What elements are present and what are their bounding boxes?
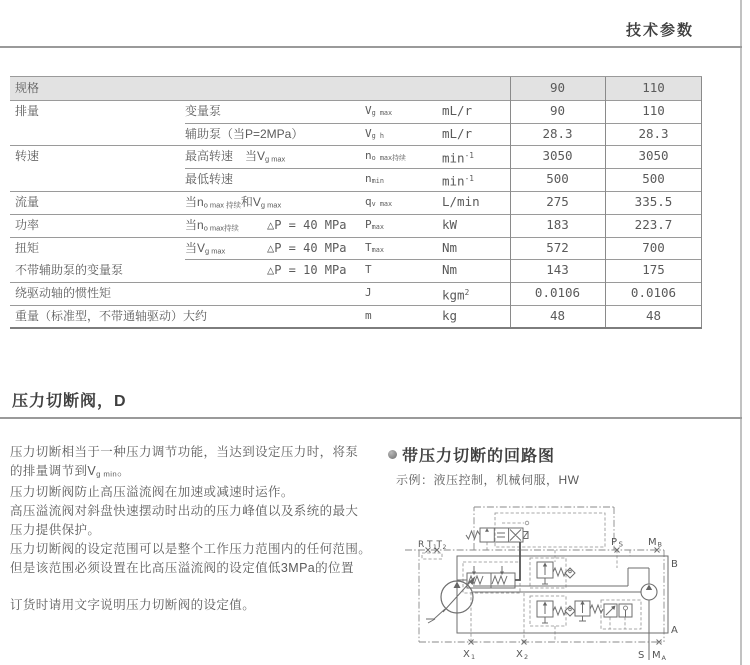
- header-value-110: 110: [642, 80, 665, 95]
- cell-value-110: 3050: [638, 148, 669, 164]
- cell-symbol: T: [365, 263, 372, 277]
- circuit-heading: [388, 443, 555, 466]
- circuit-subtitle: 示例：液压控制，机械伺服，HW: [396, 473, 580, 487]
- cell-unit: kg: [442, 307, 458, 323]
- spec-table: [10, 77, 702, 328]
- table-vline-2: [605, 77, 606, 328]
- cell-value-90: 90: [549, 102, 566, 118]
- port-label-t1: T: [427, 540, 433, 550]
- table-row: [10, 123, 702, 146]
- table-row: [10, 237, 702, 260]
- cell-condition: 最低转速: [185, 172, 234, 187]
- cell-condition: 最高转速 当Vg max: [185, 149, 286, 164]
- port-label-b: B: [671, 559, 678, 570]
- port-label-ps: P: [611, 537, 618, 548]
- cell-category: 绕驱动轴的惯性矩: [15, 286, 112, 301]
- table-row: [10, 259, 702, 282]
- port-label-x2: X: [516, 649, 523, 660]
- cell-value-90: 28.3: [542, 125, 573, 141]
- port-label-a: A: [671, 625, 678, 636]
- body-line: 压力切断阀防止高压溢流阀在加速或减速时运作。: [10, 485, 294, 500]
- cell-value-90: 3050: [542, 148, 573, 164]
- order-note-line: 订货时请用文字说明压力切断阀的设定值。: [10, 598, 256, 613]
- cell-symbol: J: [365, 286, 372, 300]
- section-rule: [0, 417, 742, 419]
- hydraulic-circuit-diagram: [398, 500, 708, 665]
- cell-condition: 当no max持续: [185, 217, 239, 233]
- cell-symbol: no max持续: [365, 149, 406, 163]
- cell-value-110: 0.0106: [630, 285, 677, 301]
- cell-condition: 变量泵: [185, 103, 222, 118]
- table-vline-right: [701, 77, 702, 328]
- bullet-icon: [388, 450, 397, 459]
- cell-unit: $\min^{-1}$: [442, 173, 474, 189]
- cell-unit: mL/r: [442, 125, 473, 141]
- cell-symbol: Pmax: [365, 217, 384, 231]
- cell-value-110: 335.5: [634, 193, 673, 209]
- cell-value-110: 110: [642, 102, 665, 118]
- cell-condition: 当no max 持续和Vg max: [185, 194, 282, 210]
- cell-category: 扭矩: [15, 240, 40, 255]
- table-row: [10, 145, 702, 168]
- table-row: [10, 168, 702, 191]
- cell-value-110: 500: [642, 171, 665, 187]
- table-vline-1: [510, 77, 511, 328]
- cell-delta-p: △P = 40 MPa: [267, 240, 347, 255]
- cell-symbol: Vg max: [365, 103, 393, 118]
- cell-value-110: 48: [645, 307, 662, 323]
- valve-dot-2: [569, 608, 572, 611]
- body-line: 压力切断相当于一种压力调节功能，当达到设定压力时，将泵: [10, 445, 359, 459]
- section-body-text: [10, 443, 388, 615]
- table-row: [10, 305, 702, 328]
- cell-category: 转速: [15, 149, 40, 164]
- cell-unit: Nm: [442, 262, 458, 278]
- cell-category: 重量（标准型，不带通轴驱动）大约: [15, 308, 208, 323]
- valve-dot-1: [569, 570, 572, 573]
- table-header-row: [10, 77, 702, 100]
- table-row: [10, 100, 702, 123]
- cell-delta-p: △P = 40 MPa: [267, 217, 347, 232]
- header-spec: 规格: [15, 81, 40, 95]
- circuit-title: 带压力切断的回路图: [402, 448, 556, 465]
- cell-value-90: 48: [549, 307, 566, 323]
- table-row: [10, 191, 702, 214]
- body-line: 压力切断阀的设定范围可以是整个工作压力范围内的任何范围。: [10, 542, 372, 557]
- cell-value-110: 28.3: [638, 125, 669, 141]
- title-rule: [0, 46, 742, 48]
- page-border: [740, 0, 742, 665]
- port-label-r: R: [418, 540, 425, 550]
- cell-unit: kW: [442, 216, 458, 232]
- port-label-mb-sub: B: [657, 540, 662, 549]
- cell-condition: 辅助泵（当P=2MPa）: [185, 126, 304, 141]
- cell-unit: L/min: [442, 193, 480, 209]
- cell-unit: Nm: [442, 239, 458, 255]
- cell-value-90: 0.0106: [534, 285, 581, 301]
- cell-delta-p: △P = 10 MPa: [267, 263, 347, 278]
- port-label-ma: M: [652, 650, 661, 661]
- cell-condition: 当Vg max: [185, 240, 226, 255]
- pilot-feed-line: [515, 542, 520, 580]
- cell-unit: $\min^{-1}$: [442, 150, 474, 166]
- port-label-ma-sub: A: [661, 654, 666, 662]
- cell-value-90: 143: [546, 262, 569, 278]
- port-label-s: S: [638, 650, 645, 661]
- cell-value-90: 275: [546, 193, 569, 209]
- cell-value-110: 700: [642, 239, 665, 255]
- cell-symbol: qv max: [365, 194, 393, 209]
- port-label-mb: M: [648, 537, 657, 548]
- cell-value-110: 223.7: [634, 216, 673, 232]
- circuit-solid-lines: [426, 528, 669, 660]
- body-line: 高压溢流阀对斜盘快速摆动时出动的压力峰值以及系统的最大: [10, 504, 359, 519]
- port-label-t2: T: [436, 540, 442, 550]
- table-row: [10, 282, 702, 305]
- cell-category: 排量: [15, 103, 40, 118]
- body-line: 但是该范围必须设置在比高压溢流阀的设定值低3MPa的位置: [10, 561, 354, 576]
- table-rows: [10, 100, 702, 328]
- body-line: 的排量调节到Vg min。: [10, 464, 130, 479]
- body-line: 压力提供保护。: [10, 523, 101, 538]
- cell-value-90: 572: [546, 239, 569, 255]
- page-title: 技术参数: [625, 22, 694, 39]
- enclosure-dashdot: [405, 507, 664, 642]
- cell-symbol: m: [365, 308, 372, 322]
- pilot-dashed-lines: [422, 513, 641, 642]
- orifice-icon: [525, 521, 529, 525]
- cell-value-90: 183: [546, 216, 569, 232]
- port-label-t1-sub: 1: [433, 544, 437, 551]
- table-row: [10, 214, 702, 237]
- cell-value-90: 500: [546, 171, 569, 187]
- cell-symbol: nmin: [365, 172, 384, 186]
- header-value-90: 90: [549, 80, 566, 95]
- cell-symbol: Vg h: [365, 126, 384, 140]
- cell-category: 不带辅助泵的变量泵: [15, 263, 124, 278]
- port-label-t2-sub: 2: [442, 544, 447, 551]
- cell-category: 功率: [15, 217, 40, 232]
- port-label-ps-sub: S: [618, 540, 623, 549]
- port-label-x1: X: [463, 649, 470, 660]
- cell-unit: mL/r: [442, 102, 473, 118]
- cell-unit: kgm$^2$: [442, 287, 470, 303]
- section-title: 压力切断阀，D: [12, 393, 127, 410]
- table-bottom-border: [10, 327, 702, 329]
- port-label-x1-sub: 1: [471, 653, 476, 661]
- cell-category: 流量: [15, 194, 40, 209]
- valve-dot-3: [624, 606, 628, 610]
- cell-symbol: Tmax: [365, 240, 384, 254]
- cell-value-110: 175: [642, 262, 665, 278]
- port-label-x2-sub: 2: [524, 653, 529, 661]
